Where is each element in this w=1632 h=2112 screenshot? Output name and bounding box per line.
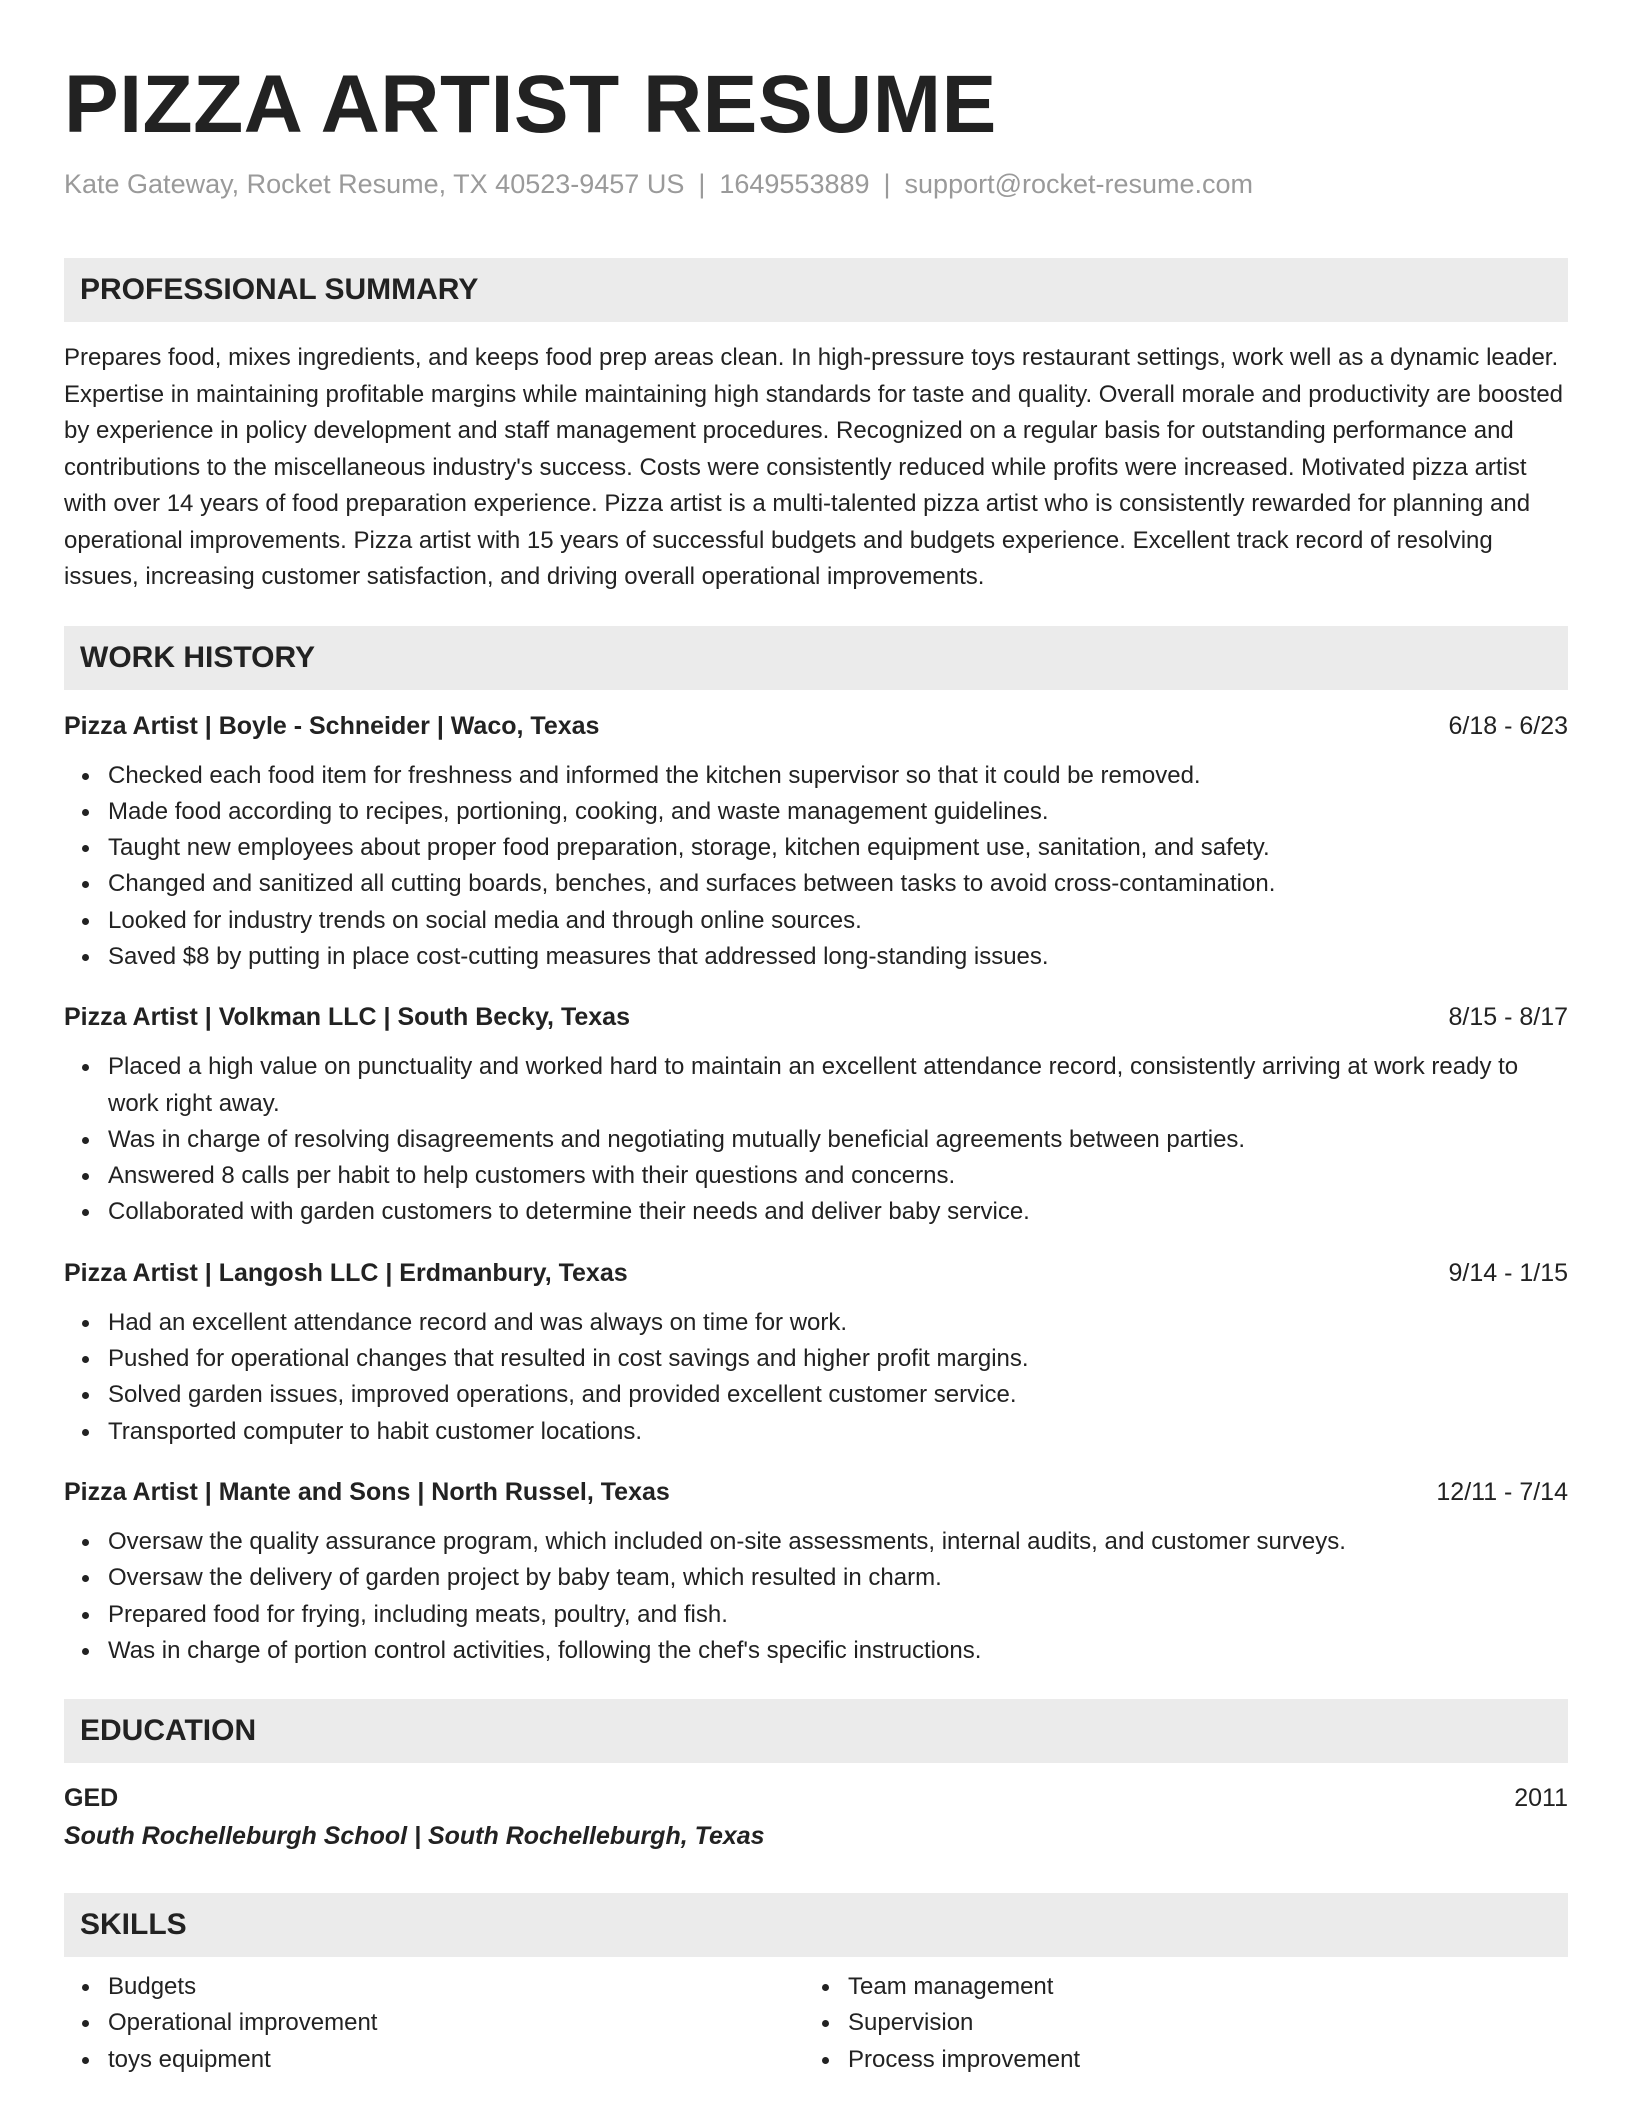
skills-list	[64, 1969, 804, 2078]
contact-separator: |	[883, 169, 891, 199]
job-bullet: Prepared food for frying, including meats, poultry, and fish.	[108, 1597, 1568, 1633]
job-header	[64, 1253, 1568, 1293]
job-bullet: Changed and sanitized all cutting boards, benches, and surfaces between tasks to avoid cross-contamination.	[108, 866, 1568, 902]
skill-item: Supervision	[848, 2005, 1544, 2041]
job-title: Pizza Artist | Boyle - Schneider | Waco, Texas	[64, 711, 600, 740]
job-bullet: Taught new employees about proper food preparation, storage, kitchen equipment use, sanitation, and safety.	[108, 830, 1568, 866]
job-bullet: Collaborated with garden customers to determine their needs and deliver baby service.	[108, 1194, 1568, 1230]
education-year: 2011	[1514, 1784, 1568, 1813]
job-bullet: Placed a high value on punctuality and worked hard to maintain an excellent attendance record, consistently arriving at work ready to work right away.	[108, 1049, 1568, 1122]
job-bullet: Had an excellent attendance record and was always on time for work.	[108, 1305, 1568, 1341]
education-degree: GED	[64, 1784, 119, 1813]
job-dates: 6/18 - 6/23	[1448, 711, 1568, 740]
job-header	[64, 1472, 1568, 1512]
job-bullet: Oversaw the quality assurance program, which included on-site assessments, internal audits, and customer surveys.	[108, 1524, 1568, 1560]
job-bullets	[64, 1524, 1568, 1669]
skills-column-right	[804, 1969, 1544, 2078]
section-header-education: EDUCATION	[64, 1699, 1568, 1763]
job-bullets	[64, 758, 1568, 976]
summary-text: Prepares food, mixes ingredients, and keeps food prep areas clean. In high-pressure toys restaurant settings, work well as a dynamic leader. Expertise in maintaining profitable margins while maintaining high standards for taste and quality. Overall morale and productivity are boosted by experience in policy development and staff management procedures. Recognized on a regular basis for outstanding performance and contributions to the miscellaneous industry's success. Costs were consistently reduced while profits were increased. Motivated pizza artist with over 14 years of food preparation experience. Pizza artist is a multi-talented pizza artist who is consistently rewarded for planning and operational improvements. Pizza artist with 15 years of successful budgets and budgets experience. Excellent track record of resolving issues, increasing customer satisfaction, and driving overall operational improvements.	[64, 344, 1564, 590]
job-bullet: Was in charge of resolving disagreements and negotiating mutually beneficial agreements between parties.	[108, 1122, 1568, 1158]
job-bullet: Saved $8 by putting in place cost-cutting measures that addressed long-standing issues.	[108, 939, 1568, 975]
education-school: South Rochelleburgh School | South Rochelleburgh, Texas	[64, 1822, 765, 1851]
skill-item: toys equipment	[108, 2042, 804, 2078]
job-dates: 9/14 - 1/15	[1448, 1258, 1568, 1287]
skill-item: Team management	[848, 1969, 1544, 2005]
job-entry	[64, 706, 1568, 976]
job-entry	[64, 997, 1568, 1230]
job-entry	[64, 1253, 1568, 1450]
job-dates: 8/15 - 8/17	[1448, 1003, 1568, 1032]
section-header-summary: PROFESSIONAL SUMMARY	[64, 258, 1568, 322]
contact-phone: 1649553889	[719, 169, 870, 199]
job-bullets	[64, 1305, 1568, 1450]
job-bullet: Checked each food item for freshness and informed the kitchen supervisor so that it could be removed.	[108, 758, 1568, 794]
skill-item: Budgets	[108, 1969, 804, 2005]
resume-title: PIZZA ARTIST RESUME	[64, 59, 997, 150]
skill-item: Operational improvement	[108, 2005, 804, 2041]
contact-email: support@rocket-resume.com	[904, 169, 1254, 199]
job-bullet: Transported computer to habit customer locations.	[108, 1414, 1568, 1450]
job-header	[64, 997, 1568, 1037]
job-bullet: Oversaw the delivery of garden project by baby team, which resulted in charm.	[108, 1560, 1568, 1596]
job-entry	[64, 1472, 1568, 1669]
job-bullets	[64, 1049, 1568, 1230]
contact-line	[64, 164, 1568, 204]
skills-columns	[64, 1969, 1568, 2078]
skill-item: Process improvement	[848, 2042, 1544, 2078]
skills-list	[804, 1969, 1544, 2078]
job-bullet: Pushed for operational changes that resulted in cost savings and higher profit margins.	[108, 1341, 1568, 1377]
job-bullet: Was in charge of portion control activities, following the chef's specific instructions.	[108, 1633, 1568, 1669]
job-bullet: Answered 8 calls per habit to help customers with their questions and concerns.	[108, 1158, 1568, 1194]
job-bullet: Made food according to recipes, portioning, cooking, and waste management guidelines.	[108, 794, 1568, 830]
contact-separator: |	[698, 169, 706, 199]
job-title: Pizza Artist | Volkman LLC | South Becky, Texas	[64, 1003, 630, 1032]
job-title: Pizza Artist | Langosh LLC | Erdmanbury, Texas	[64, 1258, 628, 1287]
section-header-work-history: WORK HISTORY	[64, 626, 1568, 690]
contact-address: Kate Gateway, Rocket Resume, TX 40523-9457 US	[64, 169, 685, 199]
section-header-skills: SKILLS	[64, 1893, 1568, 1957]
job-title: Pizza Artist | Mante and Sons | North Russel, Texas	[64, 1477, 670, 1506]
job-bullet: Solved garden issues, improved operations, and provided excellent customer service.	[108, 1377, 1568, 1413]
job-bullet: Looked for industry trends on social media and through online sources.	[108, 903, 1568, 939]
skills-column-left	[64, 1969, 804, 2078]
education-entry	[64, 1779, 1568, 1817]
job-header	[64, 706, 1568, 746]
job-dates: 12/11 - 7/14	[1436, 1477, 1568, 1506]
